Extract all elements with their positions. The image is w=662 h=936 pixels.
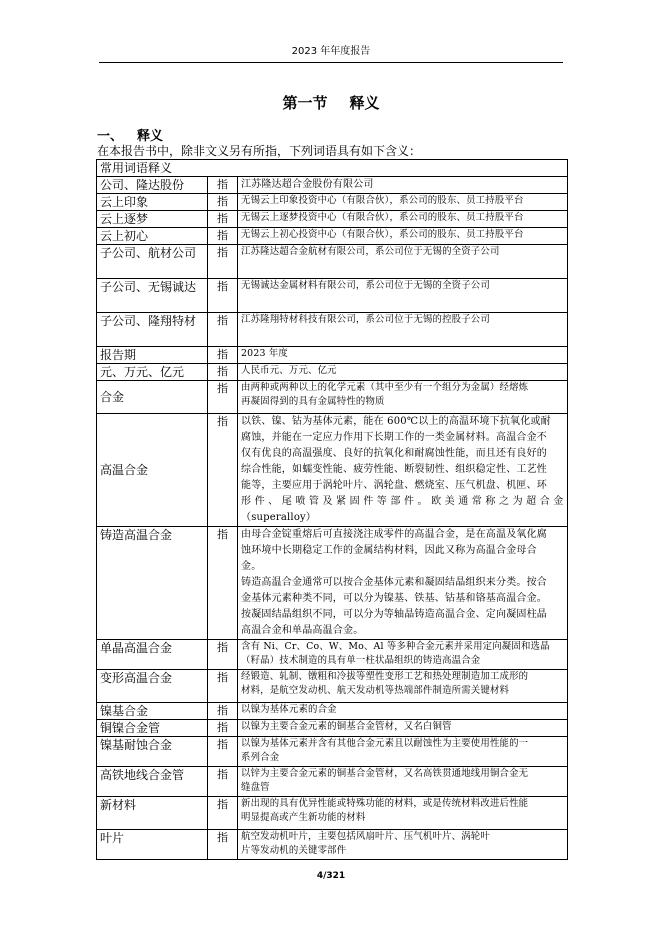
- table-row: [97, 703, 568, 720]
- definition-line: 以铁、镍、钴为基体元素，能在 600℃以上的高温环境下抗氧化或耐: [241, 416, 551, 427]
- term-cell: 变形高温合金: [97, 670, 208, 703]
- intro-text: 在本报告书中，除非文义另有所指，下列词语具有如下含义：: [97, 144, 422, 158]
- definition-line: 由两种或两种以上的化学元素（其中至少有一个组分为金属）经熔炼: [241, 382, 529, 393]
- definition-line: 航空发动机叶片，主要包括风扇叶片、压气机叶片、涡轮叶: [241, 831, 490, 842]
- definition-line: 江苏隆达超合金股份有限公司: [241, 179, 374, 190]
- definition-cell: [238, 381, 568, 414]
- term-cell: 镍基耐蚀合金: [97, 737, 208, 767]
- definition-cell: [238, 364, 568, 381]
- glossary-table: [96, 159, 568, 860]
- definition-cell: [238, 211, 568, 228]
- definition-line: 蚀环境中长期稳定工作的金属结构材料，因此又称为高温合金母合: [241, 545, 537, 556]
- definition-cell: [238, 640, 568, 670]
- definition-line: 以镍为基体元素并含有其他合金元素且以耐蚀性为主要使用性能的一: [241, 738, 529, 749]
- section-title: [99, 92, 563, 113]
- term-cell: 叶片: [97, 830, 208, 860]
- definition-cell: [238, 347, 568, 364]
- table-row: [97, 177, 568, 194]
- zhi-cell: 指: [208, 414, 238, 527]
- term-cell: 高温合金: [97, 414, 208, 527]
- table-row: [97, 228, 568, 245]
- definition-line: 2023 年度: [241, 348, 288, 359]
- table-row: [97, 640, 568, 670]
- definition-line: 形 件 、 尾 喷 管 及 紧 固 件 等 部 件 。 欧 美 通 常 称 之 为 超 合 金: [241, 496, 564, 507]
- definition-cell: [238, 767, 568, 797]
- term-cell: 镍基合金: [97, 703, 208, 720]
- definition-cell: [238, 670, 568, 703]
- definition-line: 以锌为主要合金元素的铜基合金管材，又名高铁贯通地线用铜合金无: [241, 768, 529, 779]
- table-row: [97, 737, 568, 767]
- definition-line: 缝盘管: [241, 782, 270, 793]
- table-row: [97, 313, 568, 347]
- term-cell: 云上初心: [97, 228, 208, 245]
- table-row: [97, 797, 568, 830]
- zhi-cell: 指: [208, 737, 238, 767]
- definition-line: 以镍为基体元素的合金: [241, 704, 337, 715]
- table-row: [97, 527, 568, 640]
- zhi-cell: 指: [208, 194, 238, 211]
- definition-line: 综合性能，如蠕变性能、疲劳性能、断裂韧性、组织稳定性、工艺性: [241, 464, 547, 475]
- definition-line: （superalloy）: [241, 512, 317, 523]
- definition-cell: [238, 830, 568, 860]
- table-row: [97, 767, 568, 797]
- definition-cell: [238, 703, 568, 720]
- definition-cell: [238, 279, 568, 313]
- zhi-cell: 指: [208, 720, 238, 737]
- section-number: 第一节: [282, 94, 328, 112]
- table-caption-row: [97, 160, 568, 177]
- definition-line: 江苏隆达超合金航材有限公司，系公司位于无锡的全资子公司: [241, 246, 500, 257]
- term-cell: 云上逐梦: [97, 211, 208, 228]
- term-cell: 单晶高温合金: [97, 640, 208, 670]
- zhi-cell: 指: [208, 767, 238, 797]
- definition-line: 按凝固结晶组织不同，可以分为等轴晶铸造高温合金、定向凝固柱晶: [241, 609, 547, 620]
- definition-line: 金。: [241, 561, 262, 572]
- zhi-cell: 指: [208, 279, 238, 313]
- zhi-cell: 指: [208, 177, 238, 194]
- definition-cell: [238, 720, 568, 737]
- definition-line: 能等，主要应用于涡轮叶片、涡轮盘、燃烧室、压气机盘、机匣、环: [241, 480, 547, 491]
- definition-line: 再凝固得到的具有金属特性的物质: [241, 396, 385, 407]
- zhi-cell: 指: [208, 797, 238, 830]
- definition-cell: [238, 414, 568, 527]
- zhi-cell: 指: [208, 640, 238, 670]
- table-row: [97, 245, 568, 279]
- definition-line: 仅有优良的高温强度、良好的抗氧化和耐腐蚀性能，而且还有良好的: [241, 448, 547, 459]
- definition-cell: [238, 737, 568, 767]
- zhi-cell: 指: [208, 670, 238, 703]
- zhi-cell: 指: [208, 347, 238, 364]
- zhi-cell: 指: [208, 364, 238, 381]
- table-row: [97, 720, 568, 737]
- zhi-cell: 指: [208, 830, 238, 860]
- definition-line: 金基体元素种类不同，可以分为镍基、铁基、钴基和铬基高温合金。: [241, 593, 547, 604]
- definition-line: 无锡诚达金属材料有限公司，系公司位于无锡的全资子公司: [241, 280, 490, 291]
- term-cell: 子公司、隆翔特材: [97, 313, 208, 347]
- term-cell: 公司、隆达股份: [97, 177, 208, 194]
- table-row: [97, 381, 568, 414]
- term-cell: 云上印象: [97, 194, 208, 211]
- term-cell: 铸造高温合金: [97, 527, 208, 640]
- zhi-cell: 指: [208, 313, 238, 347]
- definition-cell: [238, 527, 568, 640]
- definition-line: 片等发动机的关键零部件: [241, 845, 347, 856]
- definition-cell: [238, 177, 568, 194]
- table-row: [97, 347, 568, 364]
- table-row: [97, 279, 568, 313]
- definition-line: 无锡云上初心投资中心（有限合伙），系公司的股东、员工持股平台: [241, 229, 524, 240]
- definition-cell: [238, 194, 568, 211]
- definition-line: 新出现的具有优异性能或特殊功能的材料，或是传统材料改进后性能: [241, 798, 529, 809]
- term-cell: 元、万元、亿元: [97, 364, 208, 381]
- definition-line: 由母合金锭重熔后可直接浇注成零件的高温合金，是在高温及氧化腐: [241, 529, 547, 540]
- zhi-cell: 指: [208, 527, 238, 640]
- zhi-cell: 指: [208, 381, 238, 414]
- zhi-cell: 指: [208, 211, 238, 228]
- definition-line: 系列合金: [241, 752, 280, 763]
- definition-line: 含有 Ni、Cr、Co、W、Mo、Al 等多种合金元素并采用定向凝固和选晶: [241, 641, 550, 652]
- table-row: [97, 670, 568, 703]
- term-cell: 子公司、无锡诚达: [97, 279, 208, 313]
- definition-line: 材料，是航空发动机、航天发动机等热端部件制造所需关键材料: [241, 685, 510, 696]
- header-divider: [99, 62, 563, 63]
- zhi-cell: 指: [208, 228, 238, 245]
- subsection-heading: [97, 125, 163, 144]
- term-cell: 子公司、航材公司: [97, 245, 208, 279]
- subsection-number: 一、: [97, 129, 124, 144]
- definition-line: 铸造高温合金通常可以按合金基体元素和凝固结晶组织来分类。按合: [241, 577, 547, 588]
- term-cell: 铜镍合金管: [97, 720, 208, 737]
- definition-line: 高温合金和单晶高温合金。: [241, 625, 364, 636]
- zhi-cell: 指: [208, 245, 238, 279]
- zhi-cell: 指: [208, 703, 238, 720]
- definition-line: 江苏隆翔特材科技有限公司，系公司位于无锡的控股子公司: [241, 314, 490, 325]
- table-row: [97, 364, 568, 381]
- term-cell: 报告期: [97, 347, 208, 364]
- term-cell: 合金: [97, 381, 208, 414]
- definition-cell: [238, 797, 568, 830]
- definition-line: 无锡云上逐梦投资中心（有限合伙），系公司的股东、员工持股平台: [241, 212, 524, 223]
- definition-cell: [238, 245, 568, 279]
- definition-cell: [238, 313, 568, 347]
- definition-line: 明显提高或产生新功能的材料: [241, 812, 366, 823]
- definition-line: 腐蚀，并能在一定应力作用下长期工作的一类金属材料。高温合金不: [241, 432, 547, 443]
- report-header: 2023 年年度报告: [291, 46, 371, 57]
- term-cell: 新材料: [97, 797, 208, 830]
- table-row: [97, 414, 568, 527]
- table-row: [97, 211, 568, 228]
- table-row: [97, 194, 568, 211]
- section-name: 释义: [349, 94, 380, 112]
- subsection-title: 释义: [137, 129, 164, 144]
- definition-line: 以镍为主要合金元素的铜基合金管材，又名白铜管: [241, 721, 452, 732]
- table-caption: 常用词语释义: [97, 160, 568, 177]
- table-row: [97, 830, 568, 860]
- definition-line: 人民币元、万元、亿元: [241, 365, 337, 376]
- term-cell: 高铁地线合金管: [97, 767, 208, 797]
- definition-line: 经锻造、轧制、镦粗和冷拔等塑性变形工艺和热处理制造加工成形的: [241, 671, 529, 682]
- definition-cell: [238, 228, 568, 245]
- definition-line: 无锡云上印象投资中心（有限合伙），系公司的股东、员工持股平台: [241, 195, 524, 206]
- page-number: 4/321: [316, 871, 346, 881]
- definition-line: （籽晶）技术制造的具有单一柱状晶组织的铸造高温合金: [241, 655, 481, 666]
